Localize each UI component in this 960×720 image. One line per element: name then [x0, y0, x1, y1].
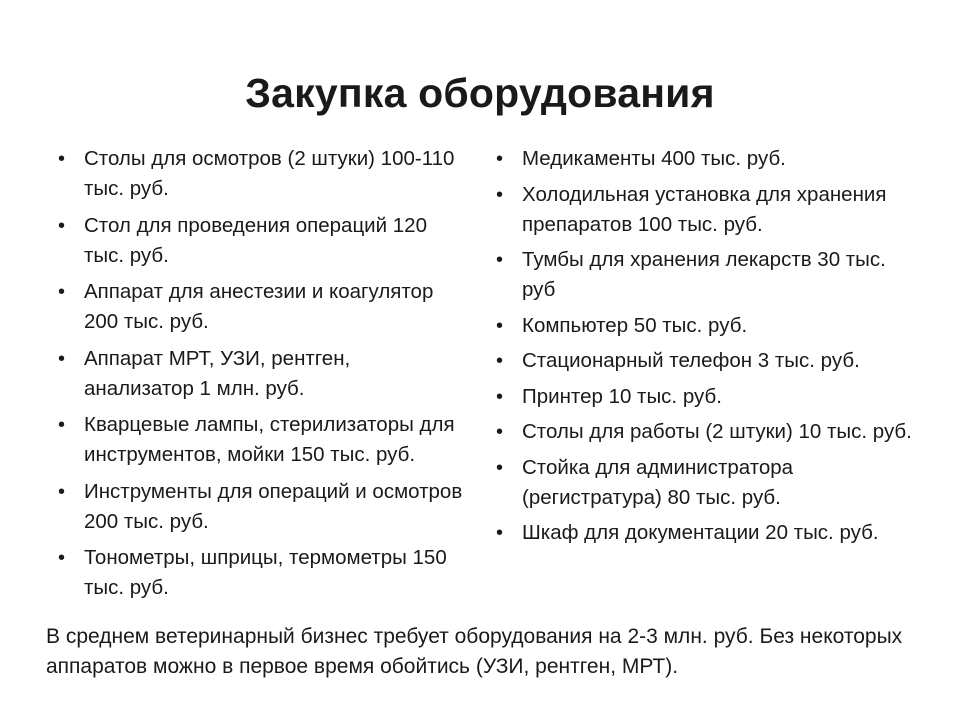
summary-text: В среднем ветеринарный бизнес требует оборудования на 2-3 млн. руб. Без некоторых аппаратов можно в первое время обойтись (УЗИ, рентген, МРТ). — [46, 625, 903, 678]
bullet: • — [496, 148, 504, 170]
bullet: • — [496, 385, 504, 408]
list-item-text: Кварцевые лампы, стерилизаторы для инструментов, мойки 150 тыс. руб. — [84, 413, 455, 466]
bullet: • — [58, 480, 66, 503]
bullet: • — [58, 547, 66, 569]
list-item — [496, 311, 916, 341]
list-item — [58, 410, 463, 470]
list-item-text: Стационарный телефон 3 тыс. руб. — [522, 349, 860, 372]
list-item-text: Тонометры, шприцы, термометры 150 тыс. руб. — [84, 546, 447, 599]
list-item-text: Аппарат для анестезии и коагулятор 200 тыс. руб. — [84, 280, 434, 333]
list-item-text: Стол для проведения операций 120 тыс. руб. — [84, 213, 427, 267]
bullet: • — [496, 522, 504, 544]
bullet: • — [496, 249, 504, 271]
list-item-text: Компьютер 50 тыс. руб. — [522, 313, 748, 337]
list-item-text: Холодильная установка для хранения препаратов 100 тыс. руб. — [522, 182, 887, 236]
list-item — [58, 211, 463, 271]
list-item — [58, 277, 463, 337]
bullet: • — [58, 347, 66, 370]
list-item — [58, 144, 463, 204]
bullet: • — [58, 148, 66, 170]
list-item-text: Шкаф для документации 20 тыс. руб. — [522, 521, 879, 544]
bullet: • — [496, 456, 504, 479]
list-item — [496, 453, 916, 513]
bullet: • — [496, 183, 504, 206]
list-item-text: Столы для работы (2 штуки) 10 тыс. руб. — [522, 420, 912, 443]
list-item — [58, 543, 463, 603]
list-item — [496, 144, 916, 174]
list-item — [496, 180, 916, 240]
list-item — [58, 477, 463, 537]
list-item-text: Тумбы для хранения лекарств 30 тыс. руб — [522, 248, 886, 301]
equipment-list-right — [496, 144, 916, 554]
list-item-text: Инструменты для операций и осмотров 200 тыс. руб. — [84, 479, 463, 533]
list-item — [496, 382, 916, 412]
list-item-text: Стойка для администратора (регистратура) 80 тыс. руб. — [522, 455, 794, 509]
list-item-text: Столы для осмотров (2 штуки) 100-110 тыс. руб. — [84, 147, 455, 200]
list-item — [496, 518, 916, 548]
bullet: • — [496, 421, 504, 443]
bullet: • — [58, 281, 66, 303]
equipment-list-left — [58, 144, 463, 610]
slide-title: Закупка оборудования — [245, 70, 715, 116]
list-item — [496, 245, 916, 305]
bullet: • — [58, 214, 66, 237]
list-item-text: Аппарат МРТ, УЗИ, рентген, анализатор 1 млн. руб. — [84, 346, 351, 400]
list-item — [496, 346, 916, 376]
bullet: • — [58, 414, 66, 436]
list-item-text: Принтер 10 тыс. руб. — [522, 384, 722, 408]
list-item — [496, 417, 916, 447]
list-item — [58, 344, 463, 404]
list-item-text: Медикаменты 400 тыс. руб. — [522, 147, 786, 170]
bullet: • — [496, 314, 504, 337]
bullet: • — [496, 350, 504, 372]
